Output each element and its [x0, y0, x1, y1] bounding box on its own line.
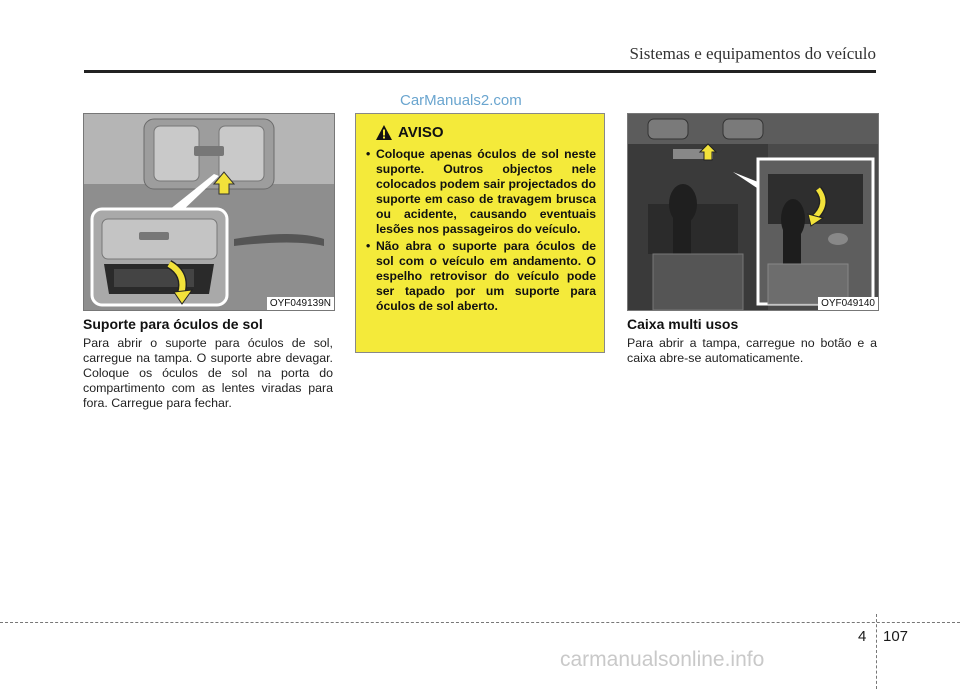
header-rule — [84, 70, 876, 73]
page-number: 107 — [883, 628, 909, 645]
figure-code-right: OYF049140 — [818, 297, 878, 310]
multi-box-title: Caixa multi usos — [627, 316, 739, 332]
sunglass-holder-body: Para abrir o suporte para óculos de sol, carregue na tampa. O suporte abre devagar. Coloque os óculos de sol na porta do compartimento com as lentes viradas para fora. Carregue para fechar. — [83, 336, 333, 410]
warning-list — [364, 147, 596, 314]
multi-box-figure — [627, 113, 879, 311]
figure-code-left: OYF049139N — [267, 297, 334, 310]
warning-item: • Não abra o suporte para óculos de sol com o veículo em andamento. O espelho retrovisor do veículo pode ser tapado por um suporte para óculos de sol aberto. — [366, 239, 596, 313]
warning-icon — [376, 125, 392, 140]
multi-box-illustration — [628, 114, 878, 310]
footer-divider — [876, 614, 877, 689]
warning-box — [355, 113, 605, 353]
warning-header — [376, 124, 596, 141]
warning-item: • Coloque apenas óculos de sol neste suporte. Outros objectos nele colocados podem sair projectados do suporte em caso de travagem brusca ou acidente, causando eventuais lesões nos passageiros do veículo. — [366, 147, 596, 236]
watermark-bottom[interactable]: carmanualsonline.info — [560, 648, 765, 671]
sunglass-holder-illustration — [84, 114, 334, 310]
sunglass-holder-title: Suporte para óculos de sol — [83, 316, 263, 332]
chapter-number: 4 — [858, 628, 867, 645]
footer-rule — [0, 622, 960, 623]
watermark-top[interactable]: CarManuals2.com — [400, 92, 522, 109]
header-title: Sistemas e equipamentos do veículo — [629, 44, 876, 63]
warning-title: AVISO — [398, 124, 444, 141]
multi-box-body: Para abrir a tampa, carregue no botão e a caixa abre-se automaticamente. — [627, 336, 877, 365]
sunglass-holder-figure — [83, 113, 335, 311]
